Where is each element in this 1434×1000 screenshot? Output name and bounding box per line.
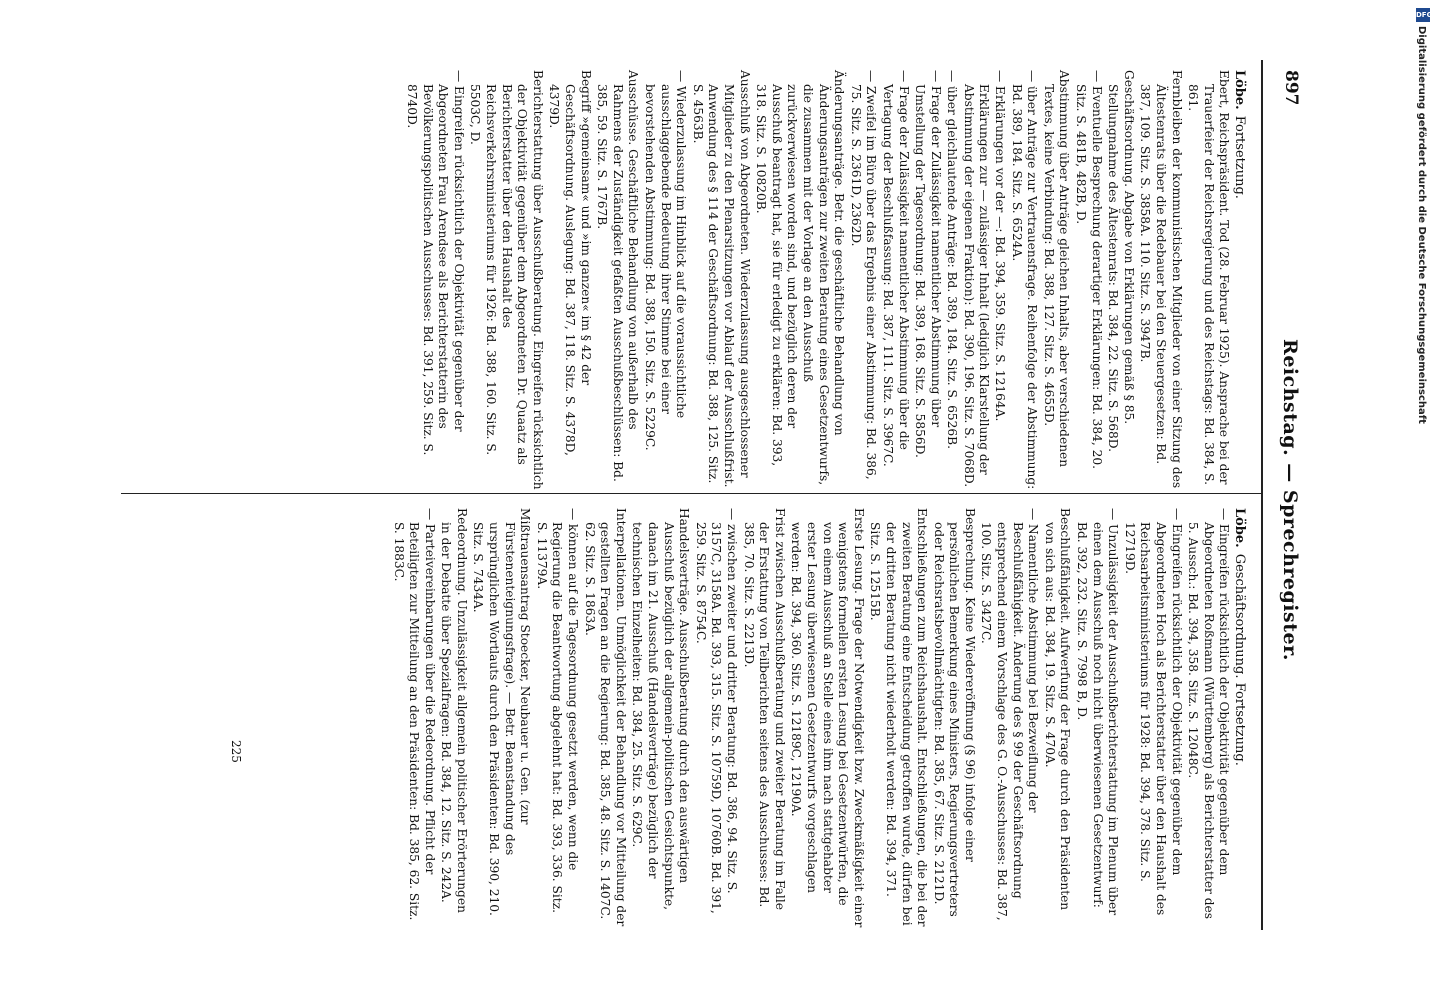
column-divider bbox=[121, 493, 1261, 494]
header-rule bbox=[1261, 60, 1263, 930]
left-column bbox=[403, 70, 1247, 490]
right-column-heading: Löbe.Geschäftsordnung. Fortsetzung. bbox=[1232, 508, 1247, 766]
digitization-note-text: Digitalisierung gefördert durch die Deutsche Forschungsgemeinschaft bbox=[1416, 26, 1427, 424]
register-entry: — über Anträge zur Vertrauensfrage. Reihenfolge der Abstimmung: Bd. 389, 184. Sitz. S. 6524A. bbox=[1009, 70, 1040, 490]
register-entry: — Unzulässigkeit der Ausschußberichterstattung im Plenum über einen dem Ausschuß noch nicht überwiesenen Gesetzentwurf: Bd. 392, 232. Sitz. S. 7998 B, D. bbox=[1075, 508, 1121, 916]
left-column-heading: Löbe.Fortsetzung. bbox=[1232, 70, 1247, 199]
register-entry: Abstimmung über Anträge gleichen Inhalts, aber verschiedenen Textes, keine Verbindung: Bd. 388, 127. Sitz. S. 4655D. bbox=[1041, 70, 1072, 468]
register-entry: Handelsverträge. Ausschußberatung durch den auswärtigen Ausschuß bezüglich der allgemein-politischen Gesichtspunkte, danach im 21. Ausschuß (Handelsverträge) bezüglich der technischen Einzelheiten: Bd. 384, 25. Sitz. S. 629C. bbox=[630, 508, 692, 910]
register-entry: — Zweifel im Büro über das Ergebnis einer Abstimmung: Bd. 386, 75. Sitz. S. 2361D, 2362D. bbox=[848, 70, 879, 480]
register-entry: Fernbleiben der kommunistischen Mitglieder von einer Sitzung des Ältestenrats über die Redebauer bei den Steuergesetzen: Bd. 387, 109. Sitz. S. 3858A. 110. Sitz. S. 3947B. bbox=[1138, 70, 1184, 489]
register-entry: Ebert, Reichspräsident. Tod (28. Februar 1925). Ansprache bei der Trauerfeier der Reichsregierung und des Reichstags: Bd. 384, S. 861. bbox=[1186, 70, 1232, 485]
register-entry: Besprechung. Keine Wiedereröffnung (§ 96) infolge einer persönlichen Bemerkung eines Ministers, Regierungsvertreters oder Reichsratsbevollmächtigten: Bd. 385, 67. Sitz. S. 2121D. bbox=[931, 508, 977, 917]
register-entry: — Parteivereinbarungen über die Redeordnung. Pflicht der Beteiligten zur Mitteilung an den Präsidenten: Bd. 385, 62. Sitz. S. 1883C. bbox=[391, 508, 437, 921]
register-entry: — Erklärungen vor der —: Bd. 394, 359. Sitz. S. 12164A. Erklärungen zur — zulässiger Inhalt (lediglich Klarstellung der Abstimmung der eigenen Fraktion): Bd. 390, 196. Sitz. S. 7068D. bbox=[961, 70, 1008, 488]
register-entry: — Eingreifen rücksichtlich der Objektivität gegenüber dem Abgeordneten Hoch als Berichterstatter über den Haushalt des Reichsarbeitsministeriums für 1928: Bd. 394, 378. Sitz. S. 12719D. bbox=[1122, 508, 1184, 916]
register-entry: Geschäftsordnung. Abgabe von Erklärungen gemäß § 85. Stellungnahme des Ältestenrats: Bd. 384, 22. Sitz. S. 568D. bbox=[1106, 70, 1136, 452]
right-column bbox=[389, 508, 1247, 928]
page-header bbox=[1261, 70, 1301, 930]
footer-page-number: 225 bbox=[229, 740, 243, 763]
register-entry: — Namentliche Abstimmung bei Bezweiflung der Beschlußfähigkeit. Änderung des § 99 der Geschäftsordnung entsprechend einem Vorschlage des G. O.-Ausschusses: Bd. 387, 100. Sitz. S. 3427C. bbox=[979, 508, 1041, 921]
register-entry: Erste Lesung. Frage der Notwendigkeit bzw. Zweckmäßigkeit einer wenigstens formellen ersten Lesung bei Gesetzentwürfen, die von einem Ausschuß an Stelle eines ihm nach stattgehabter erster Lesung überwiesenen Gesetzentwurfs vorgeschlagen werden: Bd. 394, 360. Sitz. S. 12189C, 12190A. bbox=[789, 508, 866, 928]
register-entry: — zwischen zweiter und dritter Beratung: Bd. 386, 94. Sitz. S. 3157C, 3158A. Bd. 393, 315. Sitz. S. 10759D, 10760B. Bd. 391, 259. Sitz. S. 8754C. bbox=[693, 508, 739, 914]
register-entry: — Wiederzulassung im Hinblick auf die voraussichtliche ausschlaggebende Bedeutung ihrer Stimme bei einer bevorstehenden Abstimmung: Bd. 388, 150. Sitz. S. 5229C. bbox=[643, 70, 689, 451]
register-entry: Ausschüsse. Geschäftliche Behandlung von außerhalb des Rahmens der Zuständigkeit gefaßten Ausschußbeschlüssen: Bd. 385, 59. Sitz. S. 1767B. bbox=[595, 70, 641, 482]
register-entry: Interpellationen. Unmöglichkeit der Behandlung vor Mitteilung der gestellten Fragen an die Regierung: Bd. 385, 48. Sitz. S. 1407C. 62. Sitz. S. 1863A. bbox=[582, 508, 628, 927]
register-entry: — können auf die Tagesordnung gesetzt werden, wenn die Regierung die Beantwortung abgelehnt hat: Bd. 393, 336. Sitz. S. 11379A. bbox=[534, 508, 581, 913]
register-entry: — Frage der Zulässigkeit namentlicher Abstimmung über die Vertagung der Beschlußfassung: Bd. 387, 111. Sitz. S. 3967C. bbox=[880, 70, 911, 467]
register-entry: — Frage der Zulässigkeit namentlicher Abstimmung über Umstellung der Tagesordnung: Bd. 389, 168. Sitz. S. 5856D. bbox=[913, 70, 943, 458]
register-entry: — Eingreifen rücksichtlich der Objektivität gegenüber der Abgeordneten Frau Arendsee als Berichterstatterin des Bevölkerungspolitischen Ausschusses: Bd. 391, 259. Sitz. S. 8740D. bbox=[405, 70, 466, 456]
register-entry: Entschließungen zum Reichshaushalt. Entschließungen, die bei der zweiten Beratung eine Entscheidung getroffen wurde, dürfen bei der dritten Beratung nicht wiederholt werden: Bd. 394, 371. Sitz. S. 12515B. bbox=[868, 508, 930, 927]
register-entry: Frist zwischen Ausschußberatung und zweiter Beratung im Falle der Erstattung von Teilberichten seitens des Ausschusses: Bd. 385, 70. Sitz. S. 2213D. bbox=[741, 508, 787, 910]
register-entry: Begriff »gemeinsam« und »im ganzen« im § 42 der Geschäftsordnung. Auslegung: Bd. 387, 118. Sitz. S. 4378D, 4379D. bbox=[547, 70, 593, 456]
register-entry: Redeordnung. Unzulässigkeit allgemein politischer Erörterungen in der Debatte über Spezialfragen: Bd. 384, 12. Sitz. S. 242A. bbox=[439, 508, 469, 913]
register-entry: Ausschluß von Abgeordneten. Wiederzulassung ausgeschlossener Mitglieder zu den Plenarsitzungen vor Ablauf der Ausschlußfrist. Anwendung des § 114 der Geschäftsordnung: Bd. 388, 125. Sitz. S. 4563B. bbox=[690, 70, 752, 488]
register-entry: — über gleichlautende Anträge: Bd. 389, 184. Sitz. S. 6526B. bbox=[945, 70, 960, 449]
register-entry: Beschlußfähigkeit. Aufwerfung der Frage durch den Präsidenten von sich aus: Bd. 384, 19. Sitz. S. 470A. bbox=[1042, 508, 1073, 911]
digitization-note bbox=[1415, 26, 1429, 746]
register-entry: Änderungsanträge. Betr. die geschäftliche Behandlung von Änderungsanträgen zur zweiten Beratung eines Gesetzentwurfs, die zusammen mit der Vorlage an den Ausschuß zurückverwiesen worden sind, und bezüglich deren der Ausschuß beantragt hat, sie für erledigt zu erklären: Bd. 393, 318. Sitz. S. 10820B. bbox=[754, 70, 847, 486]
page-number: 897 bbox=[1281, 70, 1301, 106]
page-title: Reichstag. — Sprechregister. bbox=[1279, 339, 1301, 661]
register-entry: — Eingreifen rücksichtlich der Objektivität gegenüber dem Abgeordneten Roßmann (Württemberg) als Berichterstatter des 5. Aussch.: Bd. 394, 358. Sitz. S. 12048C. bbox=[1186, 508, 1232, 920]
rotated-page-content bbox=[95, 40, 1335, 940]
register-entry: Berichterstattung über Ausschußberatung. Eingreifen rücksichtlich der Objektivität gegenüber dem Abgeordneten Dr. Quaatz als Berichterstatter über den Haushalt des Reichsverkehrsministeriums für 1926: Bd. 388, 160. Sitz. S. 5503C, D. bbox=[468, 70, 545, 490]
register-entry: Mißtrauensantrag Stoecker, Neubauer u. Gen. (zur Fürstenenteignungsfrage). — Betr. Beanstandung des ursprünglichen Wortlauts durch den Präsidenten: Bd. 390, 210. Sitz. S. 7434A. bbox=[471, 508, 533, 916]
dfg-logo: DFG bbox=[1416, 8, 1430, 22]
register-entry: — Eventuelle Besprechung derartiger Erklärungen: Bd. 384, 20. Sitz. S. 481B, 482B, D. bbox=[1074, 70, 1104, 470]
